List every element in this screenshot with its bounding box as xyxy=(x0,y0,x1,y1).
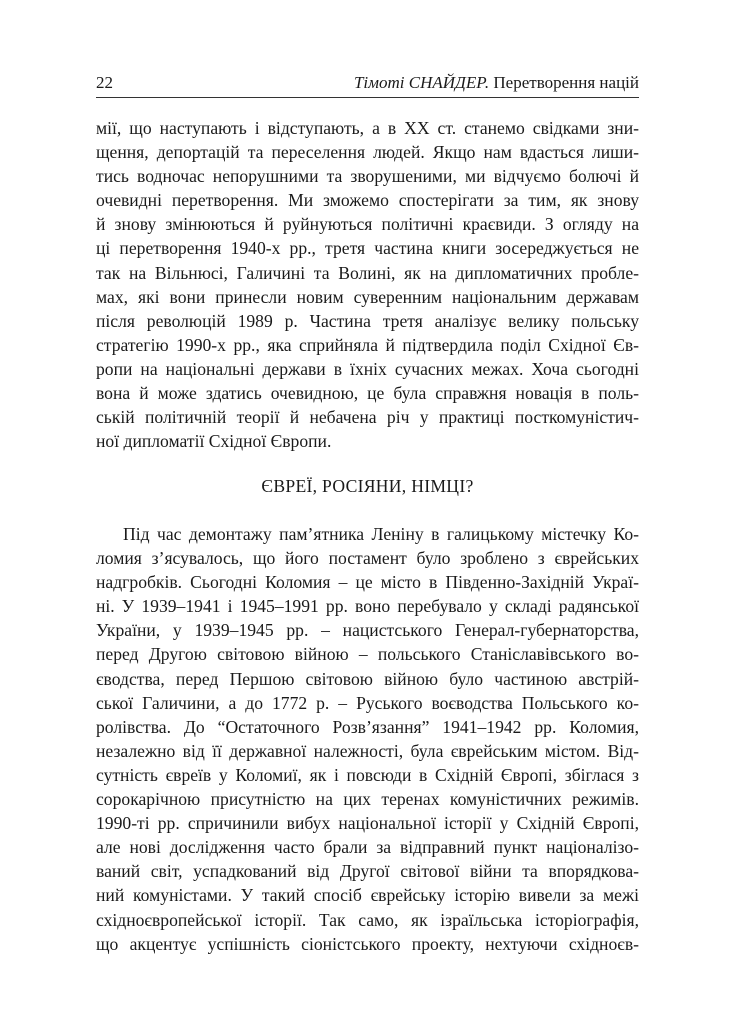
text-line: надгробків. Сьогодні Коломия – це місто в Південно-Західній Украї- xyxy=(96,572,639,593)
text-line: ській політичній теорії й небачена річ у практиці посткомуністич- xyxy=(96,407,639,428)
text-line: України, у 1939–1945 рр. – нацистського Генерал-губернаторства, xyxy=(96,620,639,641)
text-line: ний комуністами. У такий спосіб єврейську історію вивели за межі xyxy=(96,885,639,906)
text-line: ні. У 1939–1941 і 1945–1991 рр. воно перебувало у складі радянської xyxy=(96,596,639,617)
text-line: ці перетворення 1940-х рр., третя частина книги зосереджується не xyxy=(96,238,639,259)
author-name: Тімоті СНАЙДЕР. xyxy=(353,73,490,92)
text-line: мах, які вони принесли новим суверенним національним державам xyxy=(96,286,639,307)
text-line: ломия з’ясувалось, що його постамент було зроблено з єврейських xyxy=(96,548,639,569)
paragraph-1 xyxy=(96,116,639,453)
text-line: стратегію 1990-х рр., яка сприйняла й підтвердила поділ Східної Єв- xyxy=(96,334,639,355)
text-line: й знову змінюються й руйнуються політичні краєвиди. З огляду на xyxy=(96,214,639,235)
paragraph-2 xyxy=(96,522,639,956)
text-line: 1990-ті рр. спричинили вибух національної історії у Східній Європі, xyxy=(96,813,639,834)
text-line: східноєвропейської історії. Так само, як ізраїльська історіографія, xyxy=(96,909,639,930)
text-line: незалежно від її державної належності, була єврейським містом. Від- xyxy=(96,740,639,761)
book-page xyxy=(96,70,639,954)
text-line: єводства, перед Першою світовою війною було частиною австрій- xyxy=(96,668,639,689)
running-header xyxy=(96,70,639,96)
text-line: сутність євреїв у Коломиї, як і повсюди в Східній Європі, збіглася з xyxy=(96,764,639,785)
book-title: Перетворення націй xyxy=(493,73,639,92)
text-line: щення, депортацій та переселення людей. Якщо нам вдасться лиши- xyxy=(96,142,639,163)
text-line: очевидні перетворення. Ми зможемо спостерігати за тим, як знову xyxy=(96,190,639,211)
text-line: сорокарічною присутністю на цих теренах комуністичних режимів. xyxy=(96,789,639,810)
page-number: 22 xyxy=(96,73,113,92)
text-line: ропи на національні держави в їхніх сучасних межах. Хоча сьогодні xyxy=(96,358,639,379)
text-line: ролівства. До “Остаточного Розв’язання” 1941–1942 рр. Коломия, xyxy=(96,716,639,737)
text-line: ваний світ, успадкований від Другої світової війни та впорядкова- xyxy=(96,861,639,882)
running-title xyxy=(354,72,639,94)
text-line: ської Галичини, а до 1772 р. – Руського воєводства Польського ко- xyxy=(96,692,639,713)
text-line: мії, що наступають і відступають, а в XX ст. станемо свідками зни- xyxy=(96,118,639,138)
text-line: так на Вільнюсі, Галичині та Волині, як на дипломатичних пробле- xyxy=(96,262,639,283)
header-rule xyxy=(96,97,639,98)
text-line: що акцентує успішність сіоністського проекту, нехтуючи східноєв- xyxy=(96,933,639,954)
text-line: тись водночас непорушними та зворушеними, ми відчуємо болючі й xyxy=(96,166,639,187)
text-line: ної дипломатії Східної Європи. xyxy=(96,431,332,452)
text-line: після революцій 1989 р. Частина третя аналізує велику польську xyxy=(96,310,639,331)
text-line: але нові дослідження часто брали за відправний пункт націоналізо- xyxy=(96,837,639,858)
text-line: вона й може здатись очевидною, це була справжня новація в поль- xyxy=(96,383,639,404)
section-heading: ЄВРЕЇ, РОСІЯНИ, НІМЦІ? xyxy=(261,476,474,496)
text-line: Під час демонтажу пам’ятника Леніну в галицькому містечку Ко- xyxy=(123,524,639,544)
text-line: перед Другою світовою війною – польського Станіславівського во- xyxy=(96,644,639,665)
